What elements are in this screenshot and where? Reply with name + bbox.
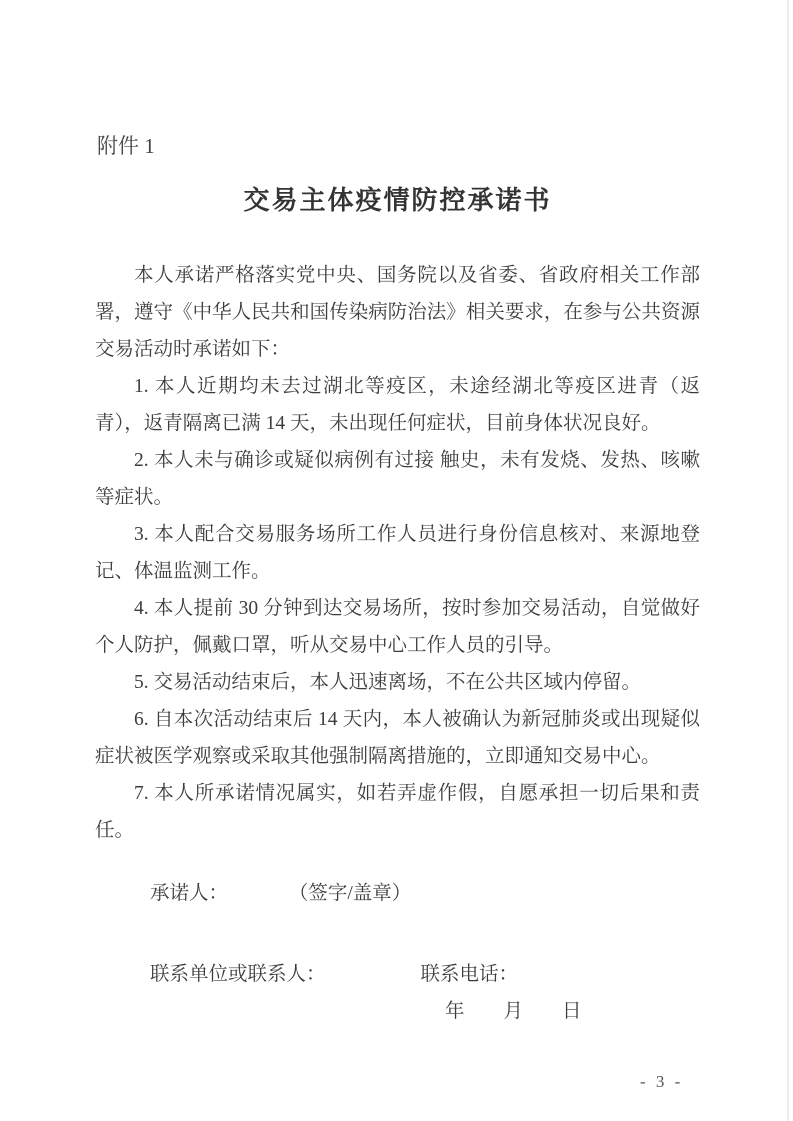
clause-6: 6. 自本次活动结束后 14 天内，本人被确认为新冠肺炎或出现疑似症状被医学观察或采取其他强制隔离措施的，立即通知交易中心。: [95, 709, 700, 767]
clause-5: 5. 交易活动结束后，本人迅速离场，不在公共区域内停留。: [134, 672, 642, 693]
clause-1: 1. 本人近期均未去过湖北等疫区，未途经湖北等疫区进青（返青），返青隔离已满 14 天，未出现任何症状，目前身体状况良好。: [95, 376, 700, 434]
contact-row: [150, 956, 700, 993]
date-line: 年 月 日: [445, 1001, 582, 1022]
page-number: - 3 -: [640, 1072, 684, 1091]
promisor-label: 承诺人：: [150, 883, 229, 904]
attachment-label: 附件 1: [97, 134, 155, 158]
clause-2: 2. 本人未与确诊或疑似病例有过接 触史，未有发烧、发热、咳嗽等症状。: [95, 450, 700, 508]
contact-unit-label: 联系单位或联系人：: [150, 964, 326, 985]
clause-3: 3. 本人配合交易服务场所工作人员进行身份信息核对、来源地登记、体温监测工作。: [95, 524, 700, 582]
clause-7: 7. 本人所承诺情况属实，如若弄虚作假，自愿承担一切后果和责任。: [95, 783, 700, 841]
contact-phone-label: 联系电话：: [420, 964, 519, 985]
sign-seal-hint: （签字/盖章）: [288, 883, 412, 904]
signature-row: [150, 875, 700, 912]
document-title: 交易主体疫情防控承诺书: [243, 186, 552, 215]
clause-4: 4. 本人提前 30 分钟到达交易场所，按时参加交易活动，自觉做好个人防护，佩戴口罩，听从交易中心工作人员的引导。: [95, 598, 700, 656]
intro-paragraph: 本人承诺严格落实党中央、国务院以及省委、省政府相关工作部署，遵守《中华人民共和国传染病防治法》相关要求，在参与公共资源交易活动时承诺如下：: [95, 265, 700, 360]
